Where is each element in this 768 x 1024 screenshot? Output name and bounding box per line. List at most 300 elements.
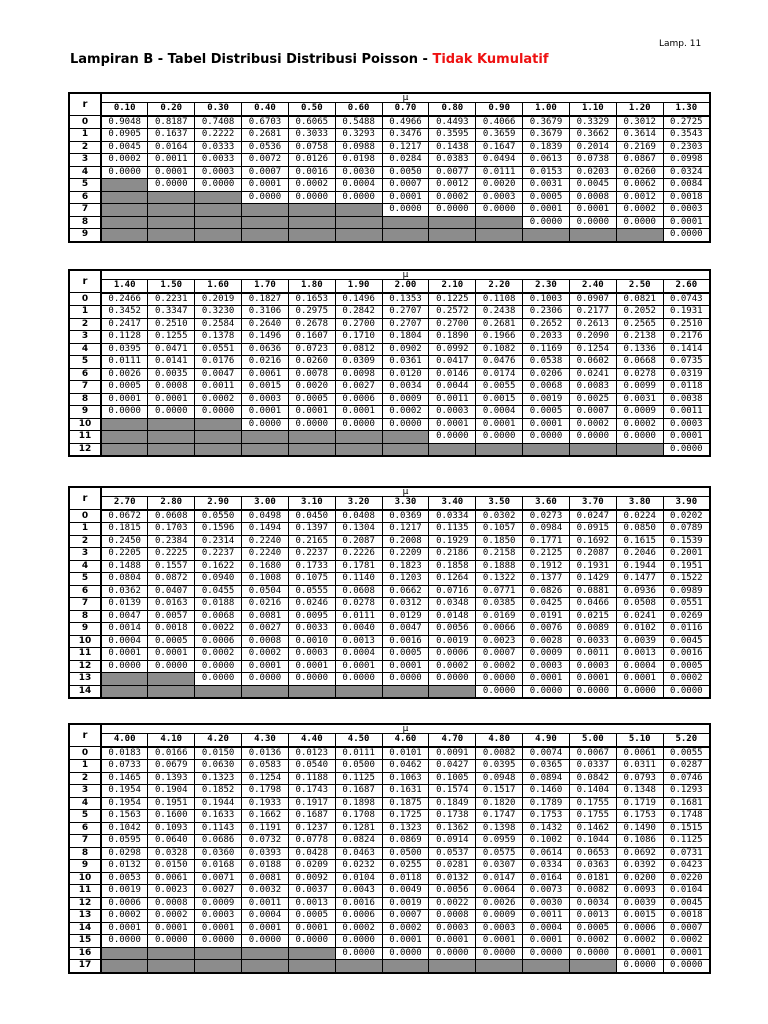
probability-cell: 0.0383 xyxy=(429,154,476,167)
probability-cell: 0.0003 xyxy=(663,418,710,431)
table-row xyxy=(69,635,710,648)
empty-cell xyxy=(476,960,523,973)
probability-cell: 0.3033 xyxy=(288,129,335,142)
probability-cell: 0.2417 xyxy=(101,318,148,331)
row-r-value: 0 xyxy=(69,293,101,306)
probability-cell: 0.0015 xyxy=(616,910,663,923)
mu-value-header: 2.60 xyxy=(663,280,710,293)
row-r-value: 9 xyxy=(69,623,101,636)
probability-cell: 0.1680 xyxy=(242,560,289,573)
mu-value-header: 1.00 xyxy=(523,103,570,116)
probability-cell: 0.1362 xyxy=(429,822,476,835)
row-r-value: 5 xyxy=(69,810,101,823)
probability-cell: 0.0463 xyxy=(335,847,382,860)
probability-cell: 0.0989 xyxy=(663,585,710,598)
probability-cell: 0.0508 xyxy=(616,598,663,611)
probability-cell: 0.0000 xyxy=(663,960,710,973)
probability-cell: 0.1429 xyxy=(569,573,616,586)
probability-cell: 0.1255 xyxy=(148,331,195,344)
probability-cell: 0.0001 xyxy=(288,922,335,935)
mu-value-header: 4.70 xyxy=(429,734,476,747)
probability-cell: 0.0003 xyxy=(523,660,570,673)
probability-cell: 0.0020 xyxy=(288,381,335,394)
probability-cell: 0.0260 xyxy=(288,356,335,369)
probability-cell: 0.0395 xyxy=(476,760,523,773)
row-r-value: 12 xyxy=(69,660,101,673)
probability-cell: 0.0132 xyxy=(429,872,476,885)
probability-cell: 0.3614 xyxy=(616,129,663,142)
table-row xyxy=(69,847,710,860)
empty-cell xyxy=(429,229,476,242)
probability-cell: 0.0009 xyxy=(616,406,663,419)
probability-cell: 0.1044 xyxy=(569,835,616,848)
probability-cell: 0.0061 xyxy=(616,747,663,760)
probability-cell: 0.0679 xyxy=(148,760,195,773)
mu-value-header: 2.00 xyxy=(382,280,429,293)
probability-cell: 0.1607 xyxy=(288,331,335,344)
table-row xyxy=(69,910,710,923)
probability-cell: 0.0176 xyxy=(195,356,242,369)
table-row xyxy=(69,318,710,331)
probability-cell: 0.0872 xyxy=(148,573,195,586)
probability-cell: 0.6703 xyxy=(242,116,289,129)
r-column-header: r xyxy=(69,93,101,116)
probability-cell: 0.0425 xyxy=(523,598,570,611)
table-row xyxy=(69,179,710,192)
probability-cell: 0.0111 xyxy=(335,610,382,623)
probability-cell: 0.0417 xyxy=(429,356,476,369)
probability-cell: 0.0000 xyxy=(663,685,710,698)
probability-cell: 0.2707 xyxy=(382,318,429,331)
table-row xyxy=(69,872,710,885)
empty-cell xyxy=(148,431,195,444)
probability-cell: 0.0000 xyxy=(101,406,148,419)
empty-cell xyxy=(335,229,382,242)
probability-cell: 0.0033 xyxy=(195,154,242,167)
probability-cell: 0.2087 xyxy=(335,535,382,548)
empty-cell xyxy=(335,204,382,217)
row-r-value: 4 xyxy=(69,343,101,356)
probability-cell: 0.2384 xyxy=(148,535,195,548)
probability-cell: 0.0139 xyxy=(101,598,148,611)
probability-cell: 0.0732 xyxy=(242,835,289,848)
row-r-value: 9 xyxy=(69,860,101,873)
probability-cell: 0.1125 xyxy=(663,835,710,848)
probability-cell: 0.0716 xyxy=(429,585,476,598)
poisson-table-1 xyxy=(68,92,711,243)
probability-cell: 0.0000 xyxy=(616,960,663,973)
mu-value-header: 5.00 xyxy=(569,734,616,747)
mu-header: μ xyxy=(101,93,710,103)
probability-cell: 0.0000 xyxy=(101,166,148,179)
probability-cell: 0.0007 xyxy=(569,406,616,419)
probability-cell: 0.0020 xyxy=(476,179,523,192)
row-r-value: 1 xyxy=(69,760,101,773)
probability-cell: 0.0984 xyxy=(523,523,570,536)
probability-cell: 0.0001 xyxy=(663,947,710,960)
probability-cell: 0.1931 xyxy=(569,560,616,573)
probability-cell: 0.0168 xyxy=(195,860,242,873)
row-r-value: 10 xyxy=(69,418,101,431)
probability-cell: 0.1515 xyxy=(663,822,710,835)
probability-cell: 0.0881 xyxy=(569,585,616,598)
probability-cell: 0.2209 xyxy=(382,548,429,561)
probability-cell: 0.0026 xyxy=(476,897,523,910)
empty-cell xyxy=(101,418,148,431)
probability-cell: 0.0361 xyxy=(382,356,429,369)
probability-cell: 0.1496 xyxy=(242,331,289,344)
probability-cell: 0.0000 xyxy=(569,947,616,960)
probability-cell: 0.0333 xyxy=(195,141,242,154)
table-row xyxy=(69,560,710,573)
probability-cell: 0.1954 xyxy=(101,785,148,798)
probability-cell: 0.1304 xyxy=(335,523,382,536)
probability-cell: 0.1093 xyxy=(148,822,195,835)
probability-cell: 0.0000 xyxy=(382,947,429,960)
probability-cell: 0.0015 xyxy=(476,393,523,406)
probability-cell: 0.0000 xyxy=(663,229,710,242)
probability-cell: 0.1615 xyxy=(616,535,663,548)
probability-cell: 0.1710 xyxy=(335,331,382,344)
row-r-value: 13 xyxy=(69,910,101,923)
probability-cell: 0.0006 xyxy=(335,393,382,406)
probability-cell: 0.0003 xyxy=(429,406,476,419)
probability-cell: 0.0000 xyxy=(195,179,242,192)
probability-cell: 0.1135 xyxy=(429,523,476,536)
probability-cell: 0.1323 xyxy=(195,772,242,785)
probability-cell: 0.0915 xyxy=(569,523,616,536)
probability-cell: 0.0005 xyxy=(569,922,616,935)
probability-cell: 0.0000 xyxy=(148,660,195,673)
probability-cell: 0.0081 xyxy=(242,872,289,885)
probability-cell: 0.1798 xyxy=(242,785,289,798)
table-row xyxy=(69,510,710,523)
empty-cell xyxy=(288,960,335,973)
probability-cell: 0.0298 xyxy=(101,847,148,860)
empty-cell xyxy=(195,431,242,444)
probability-cell: 0.1322 xyxy=(476,573,523,586)
probability-cell: 0.0328 xyxy=(148,847,195,860)
probability-cell: 0.0153 xyxy=(523,166,570,179)
probability-cell: 0.0614 xyxy=(523,847,570,860)
probability-cell: 0.0002 xyxy=(616,935,663,948)
probability-cell: 0.1687 xyxy=(288,810,335,823)
probability-cell: 0.0012 xyxy=(429,179,476,192)
probability-cell: 0.3662 xyxy=(569,129,616,142)
probability-cell: 0.1563 xyxy=(101,810,148,823)
probability-cell: 0.0009 xyxy=(382,393,429,406)
probability-cell: 0.1075 xyxy=(288,573,335,586)
probability-cell: 0.0150 xyxy=(195,747,242,760)
mu-value-header: 2.40 xyxy=(569,280,616,293)
empty-cell xyxy=(242,229,289,242)
probability-cell: 0.0150 xyxy=(148,860,195,873)
probability-cell: 0.0007 xyxy=(242,166,289,179)
empty-cell xyxy=(195,418,242,431)
probability-cell: 0.0203 xyxy=(569,166,616,179)
table-row xyxy=(69,747,710,760)
table-row xyxy=(69,548,710,561)
probability-cell: 0.2700 xyxy=(335,318,382,331)
probability-cell: 0.0672 xyxy=(101,510,148,523)
mu-value-header: 0.40 xyxy=(242,103,289,116)
probability-cell: 0.0064 xyxy=(476,885,523,898)
probability-cell: 0.0988 xyxy=(335,141,382,154)
probability-cell: 0.0003 xyxy=(195,166,242,179)
probability-cell: 0.0061 xyxy=(148,872,195,885)
probability-cell: 0.0224 xyxy=(616,510,663,523)
empty-cell xyxy=(148,204,195,217)
empty-cell xyxy=(148,685,195,698)
probability-cell: 0.0778 xyxy=(288,835,335,848)
table-row xyxy=(69,760,710,773)
empty-cell xyxy=(335,431,382,444)
probability-cell: 0.0000 xyxy=(335,947,382,960)
probability-cell: 0.0000 xyxy=(195,406,242,419)
probability-cell: 0.1725 xyxy=(382,810,429,823)
probability-cell: 0.0004 xyxy=(242,910,289,923)
empty-cell xyxy=(616,443,663,456)
probability-cell: 0.1465 xyxy=(101,772,148,785)
probability-cell: 0.0324 xyxy=(663,166,710,179)
probability-cell: 0.1477 xyxy=(616,573,663,586)
probability-cell: 0.0538 xyxy=(523,356,570,369)
probability-cell: 0.1191 xyxy=(242,822,289,835)
probability-cell: 0.1771 xyxy=(523,535,570,548)
probability-cell: 0.0000 xyxy=(148,406,195,419)
probability-cell: 0.0198 xyxy=(335,154,382,167)
probability-cell: 0.0030 xyxy=(523,897,570,910)
probability-cell: 0.0033 xyxy=(569,635,616,648)
probability-cell: 0.0000 xyxy=(242,935,289,948)
probability-cell: 0.0002 xyxy=(663,935,710,948)
mu-value-header: 4.00 xyxy=(101,734,148,747)
probability-cell: 0.1086 xyxy=(616,835,663,848)
probability-cell: 0.0348 xyxy=(429,598,476,611)
row-r-value: 17 xyxy=(69,960,101,973)
probability-cell: 0.1494 xyxy=(242,523,289,536)
probability-cell: 0.2138 xyxy=(616,331,663,344)
empty-cell xyxy=(569,960,616,973)
probability-cell: 0.0077 xyxy=(429,166,476,179)
probability-cell: 0.0247 xyxy=(569,510,616,523)
probability-cell: 0.1264 xyxy=(429,573,476,586)
probability-cell: 0.0008 xyxy=(429,910,476,923)
probability-cell: 0.0147 xyxy=(476,872,523,885)
probability-cell: 0.0082 xyxy=(569,885,616,898)
probability-cell: 0.0050 xyxy=(382,166,429,179)
probability-cell: 0.0793 xyxy=(616,772,663,785)
probability-cell: 0.0045 xyxy=(101,141,148,154)
mu-value-header: 1.30 xyxy=(663,103,710,116)
probability-cell: 0.1850 xyxy=(476,535,523,548)
probability-cell: 0.3347 xyxy=(148,306,195,319)
mu-value-header: 5.20 xyxy=(663,734,710,747)
probability-cell: 0.0001 xyxy=(195,922,242,935)
probability-cell: 0.0312 xyxy=(382,598,429,611)
empty-cell xyxy=(195,204,242,217)
probability-cell: 0.0066 xyxy=(476,623,523,636)
table-row xyxy=(69,154,710,167)
probability-cell: 0.0001 xyxy=(148,166,195,179)
row-r-value: 11 xyxy=(69,885,101,898)
probability-cell: 0.5488 xyxy=(335,116,382,129)
probability-cell: 0.0001 xyxy=(382,191,429,204)
probability-cell: 0.1254 xyxy=(242,772,289,785)
probability-cell: 0.0232 xyxy=(335,860,382,873)
mu-value-header: 2.70 xyxy=(101,497,148,510)
probability-cell: 0.0188 xyxy=(242,860,289,873)
probability-cell: 0.0033 xyxy=(288,623,335,636)
probability-cell: 0.2842 xyxy=(335,306,382,319)
probability-cell: 0.0000 xyxy=(523,216,570,229)
probability-cell: 0.2565 xyxy=(616,318,663,331)
probability-cell: 0.0001 xyxy=(101,393,148,406)
table-row xyxy=(69,835,710,848)
probability-cell: 0.0395 xyxy=(101,343,148,356)
probability-cell: 0.1888 xyxy=(476,560,523,573)
probability-cell: 0.0002 xyxy=(569,418,616,431)
probability-cell: 0.0001 xyxy=(476,935,523,948)
row-r-value: 15 xyxy=(69,935,101,948)
probability-cell: 0.1789 xyxy=(523,797,570,810)
mu-value-header: 4.50 xyxy=(335,734,382,747)
empty-cell xyxy=(335,216,382,229)
probability-cell: 0.3659 xyxy=(476,129,523,142)
row-r-value: 2 xyxy=(69,141,101,154)
probability-cell: 0.0067 xyxy=(569,747,616,760)
probability-cell: 0.1738 xyxy=(429,810,476,823)
probability-cell: 0.1631 xyxy=(382,785,429,798)
probability-cell: 0.0000 xyxy=(616,431,663,444)
probability-cell: 0.0000 xyxy=(101,660,148,673)
table-row xyxy=(69,406,710,419)
probability-cell: 0.1557 xyxy=(148,560,195,573)
probability-cell: 0.3679 xyxy=(523,129,570,142)
probability-cell: 0.0003 xyxy=(476,191,523,204)
probability-cell: 0.1904 xyxy=(148,785,195,798)
probability-cell: 0.0686 xyxy=(195,835,242,848)
mu-value-header: 3.30 xyxy=(382,497,429,510)
probability-cell: 0.0000 xyxy=(288,418,335,431)
probability-cell: 0.0001 xyxy=(663,431,710,444)
probability-cell: 0.1622 xyxy=(195,560,242,573)
probability-cell: 0.2613 xyxy=(569,318,616,331)
probability-cell: 0.1755 xyxy=(569,810,616,823)
table-row xyxy=(69,116,710,129)
probability-cell: 0.1719 xyxy=(616,797,663,810)
probability-cell: 0.2169 xyxy=(616,141,663,154)
probability-cell: 0.0006 xyxy=(101,897,148,910)
probability-cell: 0.0082 xyxy=(476,747,523,760)
mu-value-header: 0.50 xyxy=(288,103,335,116)
probability-cell: 0.0804 xyxy=(101,573,148,586)
probability-cell: 0.0905 xyxy=(101,129,148,142)
probability-cell: 0.0001 xyxy=(335,660,382,673)
mu-value-header: 0.10 xyxy=(101,103,148,116)
probability-cell: 0.0146 xyxy=(429,368,476,381)
table-row xyxy=(69,418,710,431)
probability-cell: 0.0071 xyxy=(195,872,242,885)
probability-cell: 0.0000 xyxy=(335,418,382,431)
probability-cell: 0.0001 xyxy=(616,673,663,686)
row-r-value: 2 xyxy=(69,318,101,331)
probability-cell: 0.1005 xyxy=(429,772,476,785)
mu-value-header: 4.10 xyxy=(148,734,195,747)
probability-cell: 0.4966 xyxy=(382,116,429,129)
table-row xyxy=(69,393,710,406)
probability-cell: 0.0039 xyxy=(616,897,663,910)
probability-cell: 0.0002 xyxy=(242,648,289,661)
probability-cell: 0.0084 xyxy=(663,179,710,192)
probability-cell: 0.1203 xyxy=(382,573,429,586)
table-row xyxy=(69,166,710,179)
probability-cell: 0.1944 xyxy=(195,797,242,810)
probability-cell: 0.0031 xyxy=(523,179,570,192)
probability-cell: 0.0948 xyxy=(476,772,523,785)
probability-cell: 0.0455 xyxy=(195,585,242,598)
probability-cell: 0.0001 xyxy=(523,673,570,686)
table-row xyxy=(69,293,710,306)
row-r-value: 6 xyxy=(69,191,101,204)
probability-cell: 0.2177 xyxy=(569,306,616,319)
probability-cell: 0.1393 xyxy=(148,772,195,785)
probability-cell: 0.0000 xyxy=(335,935,382,948)
mu-value-header: 3.90 xyxy=(663,497,710,510)
probability-cell: 0.0000 xyxy=(242,673,289,686)
probability-cell: 0.0018 xyxy=(663,910,710,923)
table-row xyxy=(69,785,710,798)
probability-cell: 0.0111 xyxy=(476,166,523,179)
empty-cell xyxy=(382,960,429,973)
probability-cell: 0.0004 xyxy=(616,660,663,673)
probability-cell: 0.0202 xyxy=(663,510,710,523)
mu-value-header: 3.20 xyxy=(335,497,382,510)
title-highlight: Tidak Kumulatif xyxy=(432,52,549,67)
probability-cell: 0.1377 xyxy=(523,573,570,586)
probability-cell: 0.2033 xyxy=(523,331,570,344)
table-row xyxy=(69,797,710,810)
row-r-value: 11 xyxy=(69,648,101,661)
mu-header: μ xyxy=(101,270,710,280)
empty-cell xyxy=(429,685,476,698)
probability-cell: 0.3329 xyxy=(569,116,616,129)
probability-cell: 0.0826 xyxy=(523,585,570,598)
probability-cell: 0.2158 xyxy=(476,548,523,561)
probability-cell: 0.0273 xyxy=(523,510,570,523)
probability-cell: 0.0002 xyxy=(101,154,148,167)
mu-value-header: 0.20 xyxy=(148,103,195,116)
probability-cell: 0.0002 xyxy=(195,393,242,406)
table-row xyxy=(69,343,710,356)
probability-cell: 0.0061 xyxy=(242,368,289,381)
empty-cell xyxy=(429,960,476,973)
probability-cell: 0.1692 xyxy=(569,535,616,548)
probability-cell: 0.2014 xyxy=(569,141,616,154)
probability-cell: 0.0164 xyxy=(523,872,570,885)
probability-cell: 0.0003 xyxy=(242,393,289,406)
probability-cell: 0.1488 xyxy=(101,560,148,573)
probability-cell: 0.0555 xyxy=(288,585,335,598)
empty-cell xyxy=(101,191,148,204)
probability-cell: 0.0000 xyxy=(288,191,335,204)
probability-cell: 0.1747 xyxy=(476,810,523,823)
probability-cell: 0.2125 xyxy=(523,548,570,561)
probability-cell: 0.0902 xyxy=(382,343,429,356)
probability-cell: 0.0136 xyxy=(242,747,289,760)
probability-cell: 0.0057 xyxy=(148,610,195,623)
probability-cell: 0.1378 xyxy=(195,331,242,344)
